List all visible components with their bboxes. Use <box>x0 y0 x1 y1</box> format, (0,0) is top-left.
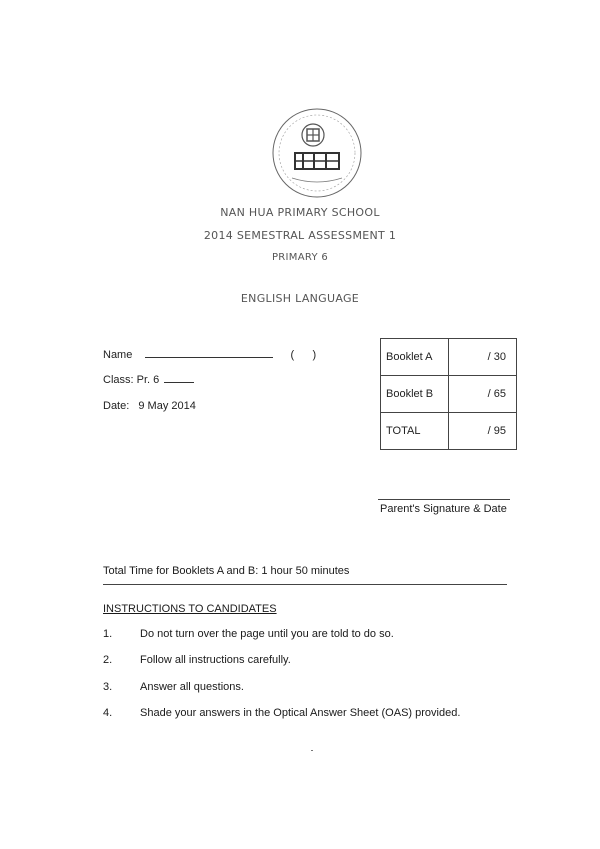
school-crest-icon <box>270 106 364 200</box>
date-field <box>103 400 196 412</box>
total-label: TOTAL <box>381 413 449 450</box>
instruction-number: 4. <box>103 707 113 719</box>
index-brackets: ( ) <box>290 349 317 361</box>
date-label: Date: <box>103 400 130 412</box>
subject-title: ENGLISH LANGUAGE <box>240 292 360 305</box>
name-field <box>103 349 316 361</box>
table-row <box>381 413 517 450</box>
total-time: Total Time for Booklets A and B: 1 hour 50 minutes <box>103 565 350 577</box>
name-label: Name <box>103 349 133 361</box>
marks-table <box>380 338 517 450</box>
scan-dot <box>311 750 313 751</box>
instruction-number: 1. <box>103 628 113 640</box>
class-field <box>103 374 194 386</box>
divider <box>103 584 507 585</box>
instruction-number: 2. <box>103 654 113 666</box>
school-name: NAN HUA PRIMARY SCHOOL <box>220 206 380 219</box>
assessment-title: 2014 SEMESTRAL ASSESSMENT 1 <box>203 229 397 242</box>
class-blank <box>164 382 194 383</box>
booklet-b-score: / 65 <box>449 376 517 413</box>
booklet-a-score: / 30 <box>449 339 517 376</box>
instruction-text: Shade your answers in the Optical Answer Sheet (OAS) provided. <box>140 707 461 719</box>
total-score: / 95 <box>449 413 517 450</box>
instruction-text: Follow all instructions carefully. <box>140 654 291 666</box>
signature-label: Parent's Signature & Date <box>380 503 507 515</box>
table-row <box>381 339 517 376</box>
level-title: PRIMARY 6 <box>271 252 329 263</box>
instruction-text: Do not turn over the page until you are told to do so. <box>140 628 394 640</box>
date-value: 9 May 2014 <box>138 400 196 412</box>
instruction-number: 3. <box>103 681 113 693</box>
name-blank <box>145 357 273 358</box>
signature-line <box>378 499 510 500</box>
class-label: Class: Pr. 6 <box>103 374 160 386</box>
table-row <box>381 376 517 413</box>
booklet-b-label: Booklet B <box>381 376 449 413</box>
instructions-heading: INSTRUCTIONS TO CANDIDATES <box>103 603 277 615</box>
instruction-text: Answer all questions. <box>140 681 244 693</box>
booklet-a-label: Booklet A <box>381 339 449 376</box>
